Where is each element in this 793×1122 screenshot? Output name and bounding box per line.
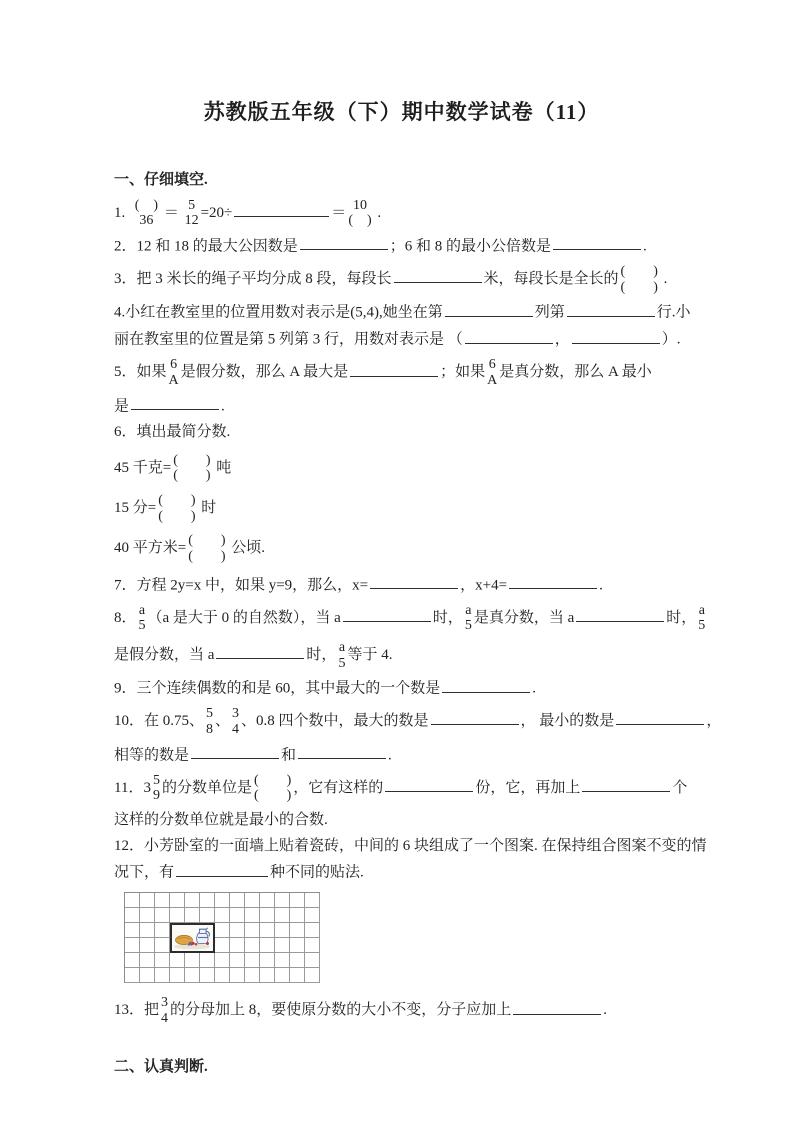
fraction-numerator: 5 <box>188 197 196 213</box>
text-run: ＝ <box>160 204 183 221</box>
tile-cell <box>125 923 140 938</box>
fraction-numerator: ( ) <box>158 492 196 508</box>
text-run: . <box>599 576 603 593</box>
fraction <box>485 357 499 388</box>
fraction <box>252 773 293 804</box>
answer-blank <box>567 301 655 316</box>
question-11-line-1 <box>114 773 689 804</box>
fraction-numerator: a <box>338 639 346 655</box>
answer-blank <box>553 235 641 250</box>
fraction-denominator: ( ) <box>173 468 211 484</box>
tile-cell <box>275 968 290 983</box>
tile-cell <box>275 908 290 923</box>
still-life-image <box>172 925 213 951</box>
answer-blank <box>442 677 530 692</box>
question-10-line-2 <box>114 744 689 767</box>
tile-cell <box>230 953 245 968</box>
tile-cell <box>200 968 215 983</box>
text-run: 9．三个连续偶数的和是 60，其中最大的一个数是 <box>114 680 441 697</box>
tile-cell <box>275 953 290 968</box>
text-run: ， 最小的数是 <box>520 713 615 730</box>
question-7 <box>114 574 689 597</box>
text-run: ， <box>554 331 570 348</box>
fraction-numerator: 5 <box>152 772 160 788</box>
answer-blank <box>300 235 388 250</box>
tile-cell <box>215 953 230 968</box>
fraction-denominator: ( ) <box>620 279 658 295</box>
tile-cell <box>230 893 245 908</box>
text-run: 6．填出最简分数. <box>114 423 231 440</box>
text-run: 时， <box>666 609 697 626</box>
answer-blank <box>616 710 704 725</box>
answer-blank <box>576 606 664 621</box>
question-1 <box>114 198 689 229</box>
question-6-unit-min <box>114 493 689 524</box>
question-5-line-1 <box>114 357 689 388</box>
text-run: 份，它，再加上 <box>475 779 581 796</box>
question-3 <box>114 264 689 295</box>
tile-cell <box>155 893 170 908</box>
fraction-numerator: 6 <box>170 357 178 373</box>
answer-blank <box>234 202 329 217</box>
question-6-unit-kg <box>114 453 689 484</box>
fraction-numerator: ( ) <box>620 264 658 280</box>
text-run: 列第 <box>534 304 565 321</box>
question-5-line-2 <box>114 395 689 418</box>
tile-cell <box>230 923 245 938</box>
tile-cell <box>185 893 200 908</box>
text-run: 一、仔细填空. <box>114 172 208 188</box>
tile-cell <box>305 953 320 968</box>
fraction <box>171 453 212 484</box>
tile-cell <box>245 968 260 983</box>
text-run: ；如果 <box>440 364 486 381</box>
tile-cell <box>155 938 170 953</box>
tile-cell <box>185 968 200 983</box>
fraction-numerator: 3 <box>161 995 169 1011</box>
fraction-denominator: A <box>487 373 498 389</box>
text-run: . <box>532 680 537 697</box>
answer-blank <box>509 574 597 589</box>
question-9 <box>114 677 689 700</box>
text-run: 况下，有 <box>114 864 175 881</box>
question-4-line-2 <box>114 328 689 351</box>
text-run: 是真分数，那么 A 最小 <box>499 364 652 381</box>
tile-cell <box>140 968 155 983</box>
text-run: 1. <box>114 204 133 221</box>
text-run: 种不同的贴法. <box>270 864 364 881</box>
tile-cell <box>200 953 215 968</box>
tile-cell <box>125 938 140 953</box>
tile-cell <box>125 908 140 923</box>
fraction <box>167 357 181 388</box>
question-6-unit-sqm <box>114 533 689 564</box>
tile-cell <box>305 968 320 983</box>
text-run: . <box>659 271 668 288</box>
text-run: 吨 <box>212 459 232 476</box>
fraction-numerator: ( ) <box>188 533 226 549</box>
answer-blank <box>176 861 268 876</box>
fraction-numerator: a <box>138 602 146 618</box>
fraction <box>151 773 162 804</box>
tile-cell <box>245 908 260 923</box>
text-run: 时， <box>432 609 463 626</box>
text-run: 时， <box>306 647 337 664</box>
still-life-tile-picture <box>170 923 215 953</box>
text-run: 、0.8 四个数中，最大的数是 <box>241 713 429 730</box>
fraction-denominator: 12 <box>184 213 199 229</box>
tile-cell <box>125 953 140 968</box>
tile-cell <box>170 968 185 983</box>
tile-cell <box>125 968 140 983</box>
answer-blank <box>343 606 431 621</box>
text-run: 是假分数，那么 A 最大是 <box>180 364 349 381</box>
question-6 <box>114 422 689 444</box>
text-run: ， <box>706 713 722 730</box>
tile-cell <box>140 908 155 923</box>
text-run: 8． <box>114 609 137 626</box>
tile-wall-grid <box>124 892 320 983</box>
answer-blank <box>513 999 601 1014</box>
text-run: 是假分数，当 a <box>114 647 215 664</box>
tile-cell <box>170 893 185 908</box>
tile-cell <box>230 938 245 953</box>
tile-cell <box>230 908 245 923</box>
text-run: ，它有这样的 <box>293 779 384 796</box>
text-run: 时 <box>197 499 217 516</box>
answer-blank <box>216 644 304 659</box>
tile-cell <box>200 893 215 908</box>
answer-blank <box>431 710 519 725</box>
fraction-denominator: ( ) <box>188 548 226 564</box>
text-run: 公顷. <box>227 540 266 557</box>
tile-cell <box>305 923 320 938</box>
fraction-numerator: ( ) <box>173 452 211 468</box>
question-11-line-2 <box>114 810 689 832</box>
text-run: 45 千克= <box>114 459 172 476</box>
fraction <box>159 995 170 1026</box>
answer-blank <box>385 776 473 791</box>
tile-cell <box>305 893 320 908</box>
answer-blank <box>572 328 660 343</box>
tile-cell <box>290 908 305 923</box>
fraction-denominator: 5 <box>138 618 146 634</box>
tile-cell <box>245 893 260 908</box>
tile-cell <box>170 908 185 923</box>
answer-blank <box>465 328 553 343</box>
text-run: 15 分= <box>114 499 157 516</box>
fraction-numerator: 3 <box>232 706 240 722</box>
fraction-denominator: 5 <box>464 618 472 634</box>
question-8-line-1 <box>114 602 706 634</box>
answer-blank <box>582 776 670 791</box>
text-run: . <box>388 746 392 763</box>
text-run: 米，每段长是全长的 <box>483 271 619 288</box>
tile-cell <box>140 938 155 953</box>
question-12-line-1 <box>114 836 707 858</box>
text-run: . <box>603 1002 608 1019</box>
question-12-line-2 <box>114 861 689 884</box>
text-run: 丽在教室里的位置是第 5 列第 3 行，用数对表示是 （ <box>114 331 463 348</box>
fraction-denominator: A <box>168 373 179 389</box>
fraction-denominator: 5 <box>698 618 706 634</box>
tile-cell <box>260 938 275 953</box>
text-run: 这样的分数单位就是最小的合数. <box>114 811 328 828</box>
fraction-denominator: ( ) <box>348 213 372 229</box>
fraction <box>696 603 707 634</box>
fraction <box>230 706 241 737</box>
tile-cell <box>185 953 200 968</box>
tile-cell <box>230 968 245 983</box>
text-run: ；6 和 8 的最小公倍数是 <box>389 238 552 255</box>
question-4-line-1 <box>114 301 689 324</box>
fraction-denominator: 4 <box>161 1011 169 1027</box>
tile-cell <box>305 938 320 953</box>
text-run: 的分母加上 8，要使原分数的大小不变，分子应加上 <box>170 1002 512 1019</box>
answer-blank <box>350 361 438 376</box>
tile-cell <box>140 923 155 938</box>
text-run: ＝ <box>331 204 347 221</box>
section-heading-judge <box>114 1057 689 1079</box>
tile-cell <box>155 953 170 968</box>
fraction <box>137 603 148 634</box>
document-body <box>114 170 722 1079</box>
fraction-numerator: a <box>465 602 472 618</box>
tile-cell <box>290 938 305 953</box>
fraction-numerator: a <box>698 602 705 618</box>
text-run: 是真分数，当 a <box>473 609 575 626</box>
tile-cell <box>215 908 230 923</box>
tile-cell <box>260 908 275 923</box>
tile-cell <box>275 938 290 953</box>
question-8-line-2 <box>114 640 689 671</box>
tile-cell <box>290 893 305 908</box>
text-run: 和 <box>281 746 297 763</box>
text-run: 12．小芳卧室的一面墙上贴着瓷砖，中间的 6 块组成了一个图案. 在保持组合图案不变的情 <box>114 837 707 854</box>
fraction <box>336 640 347 671</box>
fraction <box>183 198 201 229</box>
answer-blank <box>370 574 458 589</box>
tile-cell <box>200 908 215 923</box>
text-run: ）. <box>661 331 681 348</box>
tile-cell <box>155 923 170 938</box>
text-run: 3．把 3 米长的绳子平均分成 8 段，每段长 <box>114 271 392 288</box>
text-run: 5．如果 <box>114 364 167 381</box>
text-run: 13．把 <box>114 1002 160 1019</box>
text-run: . <box>373 204 382 221</box>
text-run: 4.小红在教室里的位置用数对表示是(5,4),她坐在第 <box>114 304 443 321</box>
fraction-denominator: 4 <box>232 721 240 737</box>
tile-cell <box>140 953 155 968</box>
tile-cell <box>215 923 230 938</box>
text-run: 相等的数是 <box>114 746 190 763</box>
answer-blank <box>394 268 482 283</box>
text-run: ，x+4= <box>460 576 508 593</box>
text-run: 2．12 和 18 的最大公因数是 <box>114 238 298 255</box>
tile-cell <box>290 923 305 938</box>
fraction <box>133 198 160 229</box>
fraction <box>156 493 197 524</box>
answer-blank <box>298 744 386 759</box>
tile-cell <box>215 938 230 953</box>
text-run: （a 是大于 0 的自然数），当 a <box>147 609 341 626</box>
fraction-denominator: 36 <box>139 213 154 229</box>
fraction-numerator: ( ) <box>134 197 159 213</box>
tile-cell <box>305 908 320 923</box>
fraction <box>204 706 215 737</box>
tile-cell <box>140 893 155 908</box>
tile-cell <box>125 893 140 908</box>
text-run: 7．方程 2y=x 中，如果 y=9，那么，x= <box>114 576 369 593</box>
text-run: 的分数单位是 <box>161 779 252 796</box>
fraction-numerator: ( ) <box>253 772 292 788</box>
fraction-denominator: ( ) <box>253 788 292 804</box>
tile-cell <box>260 968 275 983</box>
text-run: 二、认真判断. <box>114 1058 208 1075</box>
question-2 <box>114 235 689 258</box>
fraction <box>463 603 474 634</box>
tile-cell <box>245 953 260 968</box>
question-13 <box>114 995 689 1026</box>
text-run: 行.小 <box>656 304 691 321</box>
question-12-figure <box>114 892 689 983</box>
tile-cell <box>260 893 275 908</box>
text-run: 个 <box>672 779 688 796</box>
tile-cell <box>155 908 170 923</box>
text-run: 等于 4. <box>347 647 393 664</box>
text-run: 10．在 0.75、 <box>114 713 205 730</box>
tile-cell <box>215 893 230 908</box>
tile-cell <box>245 923 260 938</box>
tile-cell <box>290 968 305 983</box>
tile-cell <box>170 953 185 968</box>
text-run: 40 平方米= <box>114 540 187 557</box>
text-run: . <box>221 398 225 415</box>
tile-cell <box>245 938 260 953</box>
page-title: 苏教版五年级（下）期中数学试卷（11） <box>203 100 600 124</box>
fraction-numerator: 5 <box>206 706 214 722</box>
tile-cell <box>215 968 230 983</box>
answer-blank <box>191 744 279 759</box>
question-10-line-1 <box>114 706 722 737</box>
section-heading-fill-blanks <box>114 170 689 192</box>
tile-cell <box>275 893 290 908</box>
fraction-numerator: 10 <box>352 197 367 213</box>
answer-blank <box>445 301 533 316</box>
tile-cell <box>290 953 305 968</box>
fraction-denominator: ( ) <box>158 508 196 524</box>
tile-cell <box>260 953 275 968</box>
fraction-denominator: 8 <box>206 721 214 737</box>
text-run: 、 <box>215 713 231 730</box>
tile-cell <box>155 968 170 983</box>
tile-cell <box>260 923 275 938</box>
fraction <box>186 533 227 564</box>
text-run: . <box>643 238 647 255</box>
tile-cell <box>185 908 200 923</box>
text-run: 11．3 <box>114 779 151 796</box>
fraction <box>619 264 660 295</box>
fraction-numerator: 6 <box>488 357 496 373</box>
fraction <box>346 198 373 229</box>
answer-blank <box>131 395 219 410</box>
fraction-denominator: 9 <box>152 788 160 804</box>
text-run: =20÷ <box>200 204 233 221</box>
text-run: 是 <box>114 398 130 415</box>
tile-cell <box>275 923 290 938</box>
fraction-denominator: 5 <box>338 655 346 671</box>
